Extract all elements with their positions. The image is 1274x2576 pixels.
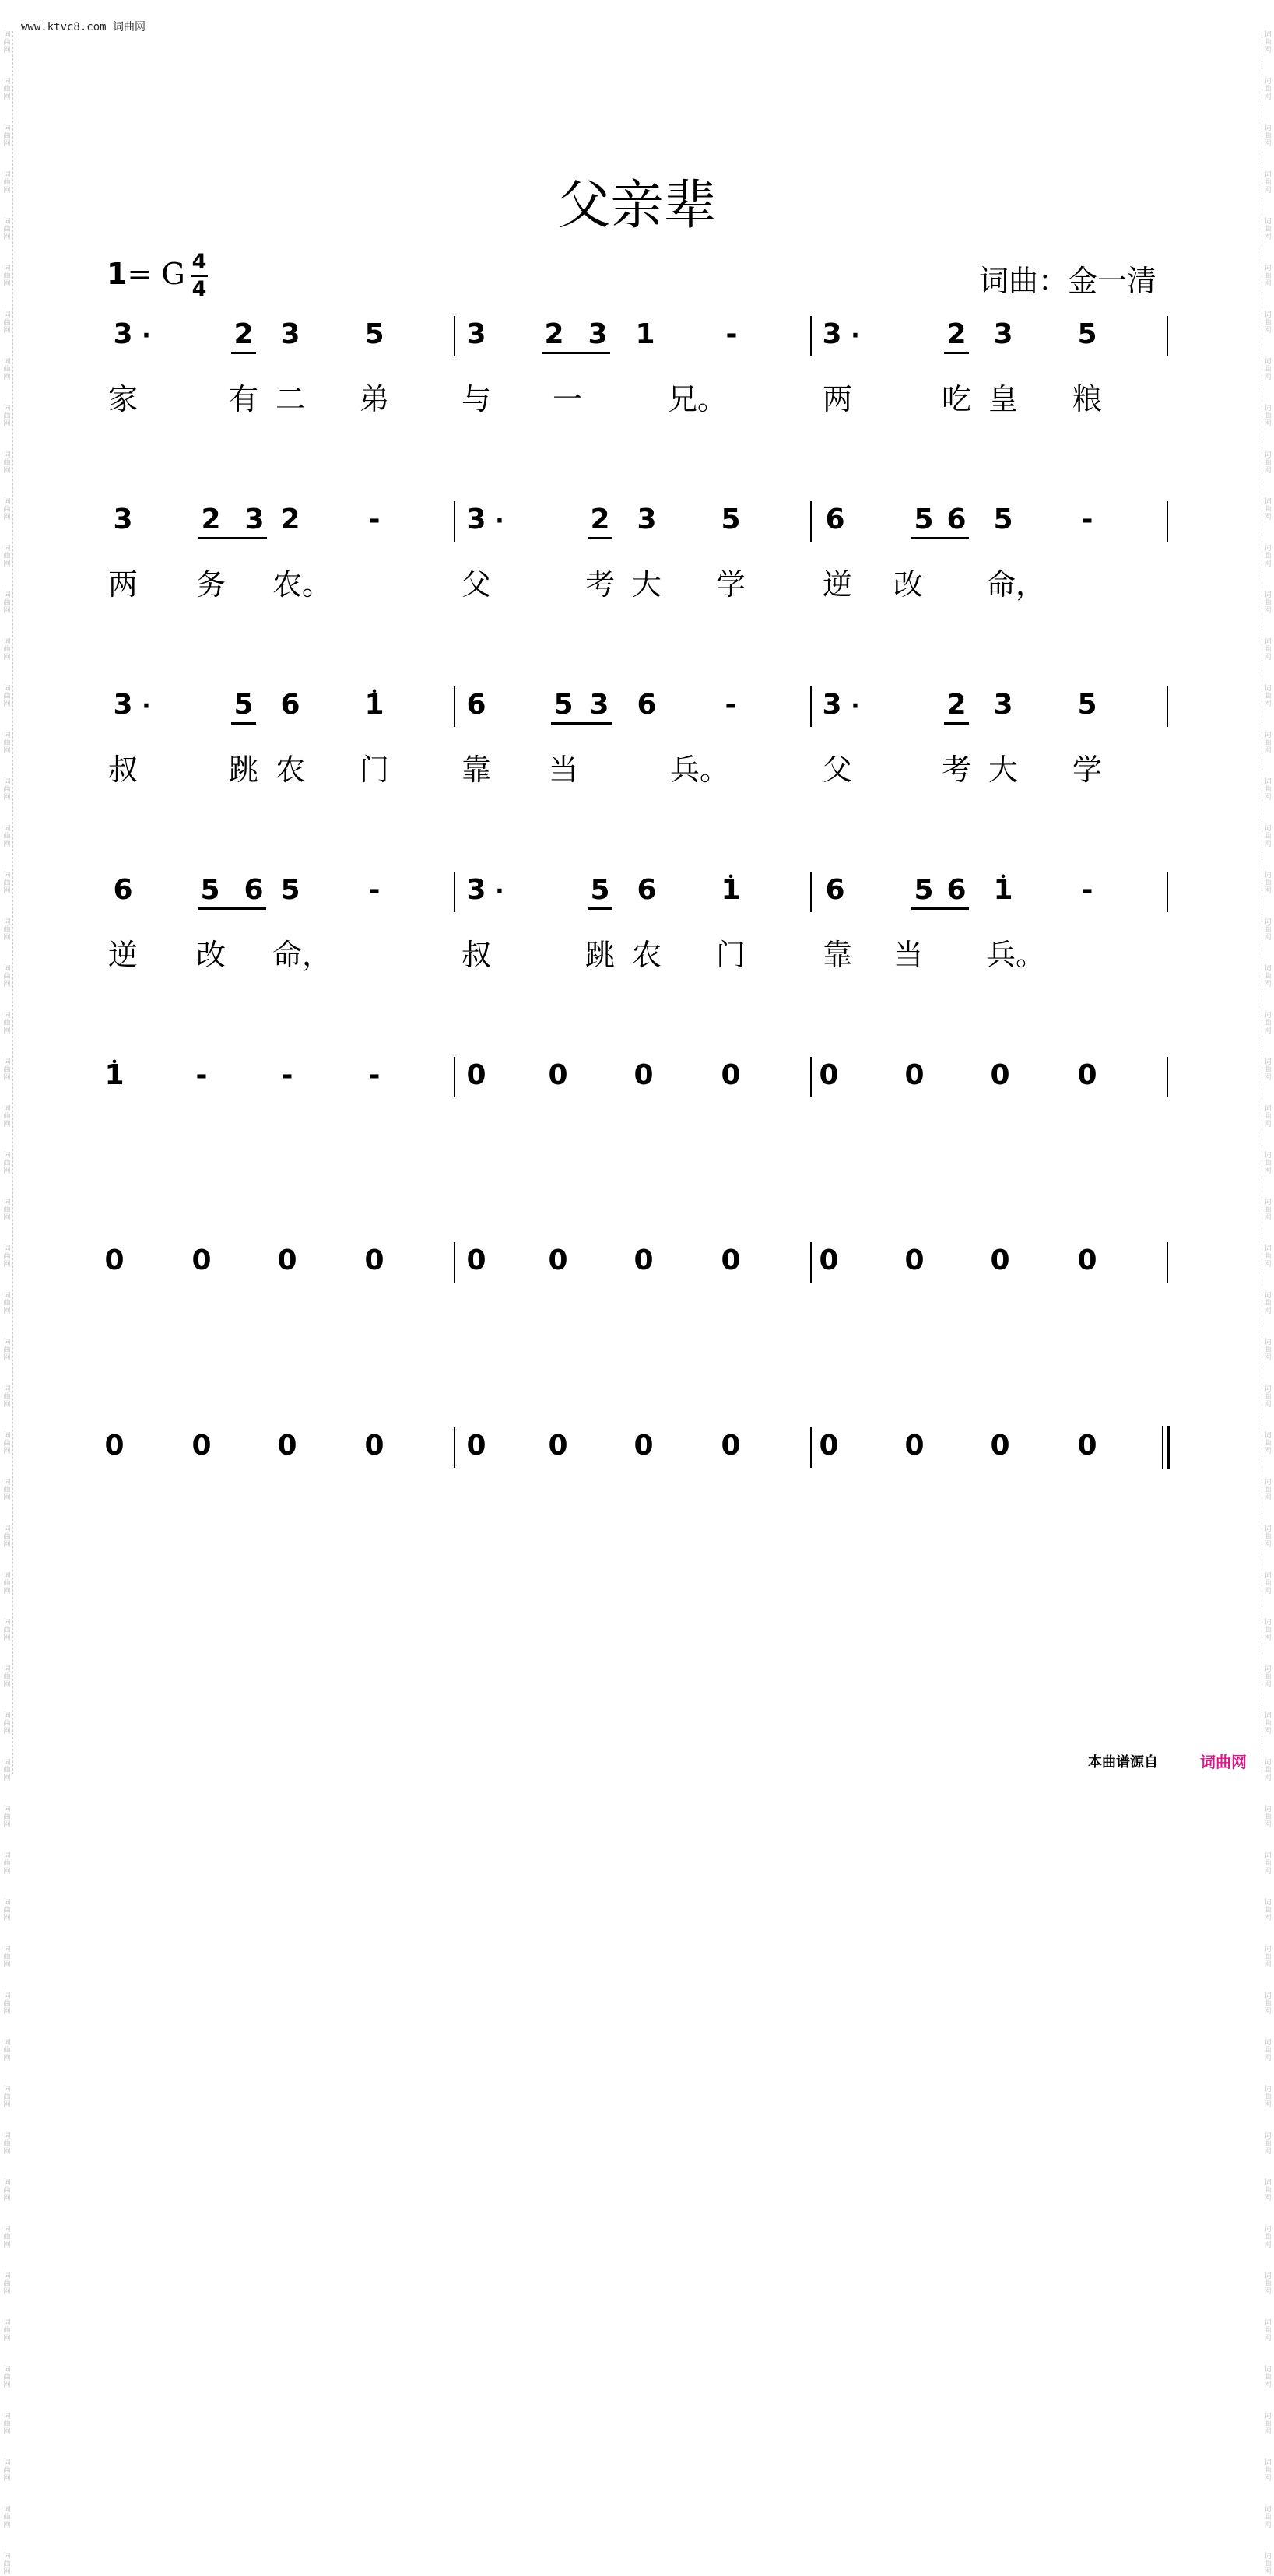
note: 0	[1077, 1059, 1097, 1091]
watermark-glyph: 词曲网	[1264, 405, 1272, 428]
watermark-glyph: 词曲网	[1264, 125, 1272, 148]
note: 5	[721, 504, 741, 535]
barline	[454, 1427, 455, 1468]
note: 3	[637, 504, 657, 535]
watermark-glyph: 词曲网	[3, 1105, 11, 1128]
note: 6	[946, 504, 967, 535]
barline	[454, 872, 455, 912]
note: 1	[635, 318, 655, 350]
footer-source-label: 本曲谱源自	[1088, 1754, 1158, 1771]
watermark-glyph: 词曲网	[3, 1058, 11, 1082]
lyric-syllable: 兵。	[670, 753, 730, 787]
dash-note: -	[368, 504, 381, 535]
note: 0	[1077, 1430, 1097, 1462]
barline	[810, 1427, 812, 1468]
watermark-glyph: 词曲网	[1264, 1899, 1272, 1922]
note: 0	[721, 1430, 741, 1462]
note: 0	[466, 1244, 486, 1276]
note: 2	[233, 318, 254, 350]
watermark-glyph: 词曲网	[3, 1245, 11, 1269]
watermark-glyph: 词曲网	[1264, 1199, 1272, 1222]
note: 3	[822, 689, 842, 721]
watermark-glyph: 词曲网	[1264, 2459, 1272, 2483]
barline	[1167, 1057, 1168, 1097]
lyric-syllable: 家	[107, 382, 138, 416]
lyric-syllable: 当	[893, 938, 923, 972]
beam-underline	[542, 352, 610, 354]
watermark-glyph: 词曲网	[3, 1152, 11, 1175]
lyric-syllable: 考	[584, 567, 615, 602]
note: 0	[104, 1244, 125, 1276]
note: 0	[819, 1059, 839, 1091]
beam-underline	[911, 537, 969, 539]
beam-underline	[588, 907, 612, 910]
barline	[454, 1057, 455, 1097]
lyric-syllable: 跳	[228, 753, 258, 787]
watermark-glyph: 词曲网	[1264, 965, 1272, 988]
key-text: = G	[127, 257, 185, 291]
dash-note: -	[368, 1059, 381, 1091]
lyric-syllable: 学	[1072, 753, 1102, 787]
note: 6	[466, 689, 486, 721]
watermark-glyph: 词曲网	[1264, 1432, 1272, 1455]
note: • 1	[715, 875, 746, 906]
barline	[810, 501, 812, 542]
dash-note: -	[725, 689, 737, 721]
watermark-glyph: 词曲网	[1264, 2413, 1272, 2436]
watermark-glyph: 词曲网	[3, 2132, 11, 2156]
note: 0	[904, 1244, 925, 1276]
watermark-glyph: 词曲网	[1264, 2506, 1272, 2529]
watermark-glyph: 词曲网	[1264, 1105, 1272, 1128]
watermark-glyph: 词曲网	[3, 1385, 11, 1409]
watermark-glyph: 词曲网	[3, 1665, 11, 1689]
beam-underline	[588, 537, 612, 539]
note: 0	[721, 1059, 741, 1091]
watermark-glyph: 词曲网	[3, 498, 11, 521]
watermark-glyph: 词曲网	[3, 685, 11, 708]
watermark-glyph: 词曲网	[1264, 2086, 1272, 2109]
lyric-syllable: 门	[359, 753, 389, 787]
watermark-glyph: 词曲网	[1264, 545, 1272, 568]
watermark-glyph: 词曲网	[3, 1899, 11, 1922]
watermark-glyph: 词曲网	[1264, 1806, 1272, 1829]
watermark-glyph: 词曲网	[1264, 1759, 1272, 1782]
watermark-glyph: 词曲网	[1264, 171, 1272, 195]
note: 0	[104, 1430, 125, 1462]
note: 0	[548, 1059, 568, 1091]
watermark-glyph: 词曲网	[1264, 1946, 1272, 1969]
watermark-glyph: 词曲网	[1264, 1385, 1272, 1409]
barline	[1167, 686, 1168, 727]
lyric-syllable: 改	[893, 567, 923, 602]
key-tonic: 1	[107, 257, 128, 291]
lyric-syllable: 粮	[1072, 382, 1102, 416]
watermark-glyph: 词曲网	[3, 2459, 11, 2483]
lyric-syllable: 命，	[272, 938, 332, 972]
dash-note: -	[725, 318, 738, 350]
final-barline-thick	[1167, 1426, 1170, 1469]
note: 3	[822, 318, 842, 350]
lyric-syllable: 弟	[359, 382, 389, 416]
watermark-glyph: 词曲网	[3, 2506, 11, 2529]
watermark-glyph: 词曲网	[1264, 2179, 1272, 2202]
note: 0	[466, 1430, 486, 1462]
watermark-glyph: 词曲网	[3, 171, 11, 195]
lyric-syllable: 兄。	[668, 382, 728, 416]
watermark-glyph: 词曲网	[3, 545, 11, 568]
watermark-glyph: 词曲网	[3, 2039, 11, 2062]
note: 5	[914, 504, 934, 535]
lyric-syllable: 逆	[107, 938, 138, 972]
footer-logo: 词曲网	[1200, 1753, 1247, 1771]
note: 3	[113, 689, 133, 721]
barline	[454, 1242, 455, 1283]
watermark-glyph: 词曲网	[3, 825, 11, 848]
lyric-syllable: 父	[461, 567, 491, 602]
note: 0	[1077, 1244, 1097, 1276]
time-signature-top: 4	[191, 250, 207, 274]
note: 0	[191, 1244, 212, 1276]
note: 0	[633, 1244, 654, 1276]
watermark-glyph: 词曲网	[1264, 451, 1272, 475]
note: 3	[466, 874, 486, 906]
watermark-glyph: 词曲网	[3, 2226, 11, 2249]
note: 3	[244, 504, 265, 535]
watermark-glyph: 词曲网	[3, 2553, 11, 2576]
lyric-syllable: 兵。	[986, 938, 1046, 972]
beam-underline	[231, 352, 256, 354]
note: 5	[914, 874, 934, 906]
note: 5	[200, 874, 220, 906]
note: 0	[819, 1244, 839, 1276]
note: 5	[553, 689, 574, 721]
watermark-glyph: 词曲网	[3, 1946, 11, 1969]
note: 2	[544, 318, 564, 350]
note: 6	[637, 689, 657, 721]
note: 0	[633, 1059, 654, 1091]
note: 6	[244, 874, 264, 906]
watermark-glyph: 词曲网	[3, 918, 11, 942]
dash-note: -	[195, 1059, 208, 1091]
note: 2	[201, 504, 221, 535]
lyric-syllable: 皇	[988, 382, 1018, 416]
note: 0	[548, 1244, 568, 1276]
watermark-glyph: 词曲网	[1264, 2039, 1272, 2062]
lyric-syllable: 农。	[272, 567, 332, 602]
lyric-syllable: 二	[275, 382, 305, 416]
watermark-glyph: 词曲网	[1264, 311, 1272, 335]
note: 3	[588, 318, 608, 350]
barline	[810, 1057, 812, 1097]
lyric-syllable: 与	[461, 382, 491, 416]
lyric-syllable: 叔	[461, 938, 491, 972]
watermark-glyph: 词曲网	[1264, 1479, 1272, 1502]
lyric-syllable: 农	[631, 938, 662, 972]
note: 5	[233, 689, 254, 721]
note: 6	[946, 874, 967, 906]
note: 3	[589, 689, 609, 721]
augmentation-dot: ·	[495, 878, 504, 905]
lyric-syllable: 两	[822, 382, 852, 416]
watermark-glyph: 词曲网	[3, 872, 11, 895]
watermark-glyph: 词曲网	[3, 778, 11, 802]
watermark-glyph: 词曲网	[1264, 1152, 1272, 1175]
watermark-glyph: 词曲网	[3, 2413, 11, 2436]
note: 6	[637, 874, 657, 906]
note: 6	[825, 874, 845, 906]
watermark-glyph: 词曲网	[1264, 1292, 1272, 1315]
note: 3	[113, 318, 133, 350]
watermark-glyph: 词曲网	[3, 1619, 11, 1642]
note: 0	[904, 1430, 925, 1462]
watermark-glyph: 词曲网	[3, 1852, 11, 1876]
lyric-syllable: 大	[631, 567, 662, 602]
watermark-glyph: 词曲网	[1264, 1992, 1272, 2016]
dash-note: -	[368, 874, 381, 906]
note: 3	[993, 318, 1013, 350]
note: 0	[277, 1430, 297, 1462]
note: 0	[364, 1244, 384, 1276]
barline	[454, 316, 455, 356]
note: 3	[113, 504, 133, 535]
watermark-glyph: 词曲网	[1264, 358, 1272, 381]
lyric-syllable: 命，	[986, 567, 1046, 602]
watermark-glyph: 词曲网	[3, 591, 11, 615]
note: 0	[819, 1430, 839, 1462]
barline	[810, 1242, 812, 1283]
note: 0	[990, 1430, 1010, 1462]
watermark-glyph: 词曲网	[1264, 1665, 1272, 1689]
time-signature-bottom: 4	[191, 277, 207, 301]
watermark-glyph: 词曲网	[3, 638, 11, 662]
site-url: www.ktvc8.com 词曲网	[21, 21, 146, 33]
watermark-glyph: 词曲网	[3, 1012, 11, 1035]
watermark-glyph: 词曲网	[1264, 1525, 1272, 1549]
note: 3	[280, 318, 300, 350]
lyric-syllable: 父	[822, 753, 852, 787]
lyric-syllable: 靠	[822, 938, 852, 972]
watermark-glyph: 词曲网	[1264, 2272, 1272, 2296]
watermark-glyph: 词曲网	[1264, 2132, 1272, 2156]
watermark-glyph: 词曲网	[1264, 591, 1272, 615]
watermark-glyph: 词曲网	[3, 2086, 11, 2109]
note: 0	[191, 1430, 212, 1462]
note: 3	[466, 504, 486, 535]
note: 5	[280, 874, 300, 906]
watermark-glyph: 词曲网	[3, 405, 11, 428]
watermark-glyph: 词曲网	[1264, 732, 1272, 755]
barline	[810, 686, 812, 727]
note: 5	[1077, 689, 1097, 721]
credit: 词曲：金一清	[979, 264, 1157, 298]
barline	[1167, 872, 1168, 912]
watermark-glyph: 词曲网	[3, 1479, 11, 1502]
note: 0	[990, 1059, 1010, 1091]
note: 6	[113, 874, 133, 906]
note: 2	[946, 318, 967, 350]
watermark-glyph: 词曲网	[3, 265, 11, 288]
key-signature	[107, 257, 185, 291]
watermark-glyph: 词曲网	[3, 358, 11, 381]
watermark-strip-left	[2, 31, 13, 2576]
note: • 1	[99, 1060, 130, 1091]
song-title: 父亲辈	[557, 175, 717, 237]
note: • 1	[359, 690, 390, 721]
barline	[454, 686, 455, 727]
watermark-glyph: 词曲网	[3, 965, 11, 988]
watermark-glyph: 词曲网	[1264, 872, 1272, 895]
barline	[454, 501, 455, 542]
note: • 1	[988, 875, 1019, 906]
note: 5	[993, 504, 1013, 535]
note: 0	[466, 1059, 486, 1091]
note: 5	[364, 318, 384, 350]
note: 2	[280, 504, 300, 535]
watermark-glyph: 词曲网	[1264, 1572, 1272, 1595]
watermark-glyph: 词曲网	[3, 1806, 11, 1829]
watermark-glyph: 词曲网	[1264, 498, 1272, 521]
augmentation-dot: ·	[851, 322, 860, 349]
note: 6	[825, 504, 845, 535]
lyric-syllable: 改	[195, 938, 226, 972]
note: 0	[990, 1244, 1010, 1276]
lyric-syllable: 吃	[941, 382, 971, 416]
watermark-glyph: 词曲网	[1264, 78, 1272, 101]
note: 3	[466, 318, 486, 350]
note: 2	[946, 689, 967, 721]
watermark-glyph: 词曲网	[1264, 825, 1272, 848]
watermark-glyph: 词曲网	[1264, 1245, 1272, 1269]
dash-note: -	[1081, 874, 1093, 906]
lyric-syllable: 门	[715, 938, 746, 972]
watermark-glyph: 词曲网	[1264, 2366, 1272, 2389]
note: 0	[904, 1059, 925, 1091]
watermark-glyph: 词曲网	[3, 311, 11, 335]
watermark-glyph: 词曲网	[1264, 1619, 1272, 1642]
lyric-syllable: 务	[195, 567, 226, 602]
note: 5	[590, 874, 610, 906]
watermark-glyph: 词曲网	[3, 1525, 11, 1549]
dash-note: -	[281, 1059, 293, 1091]
note: 6	[280, 689, 300, 721]
lyric-syllable: 有	[228, 382, 258, 416]
beam-underline	[198, 907, 266, 910]
lyric-syllable: 农	[275, 753, 305, 787]
watermark-glyph: 词曲网	[3, 1339, 11, 1362]
final-barline-thin	[1162, 1426, 1163, 1469]
watermark-glyph: 词曲网	[3, 1992, 11, 2016]
dash-note: -	[1081, 504, 1093, 535]
watermark-glyph: 词曲网	[3, 1199, 11, 1222]
beam-underline	[198, 537, 267, 539]
watermark-glyph: 词曲网	[1264, 918, 1272, 942]
watermark-glyph: 词曲网	[3, 2319, 11, 2343]
watermark-glyph: 词曲网	[1264, 265, 1272, 288]
lyric-syllable: 两	[107, 567, 138, 602]
lyric-syllable: 学	[715, 567, 746, 602]
time-signature	[191, 251, 208, 301]
watermark-glyph: 词曲网	[1264, 2553, 1272, 2576]
barline	[810, 316, 812, 356]
watermark-glyph: 词曲网	[1264, 1012, 1272, 1035]
note: 2	[590, 504, 610, 535]
beam-underline	[944, 722, 969, 725]
lyric-syllable: 考	[941, 753, 971, 787]
watermark-glyph: 词曲网	[1264, 685, 1272, 708]
lyric-syllable: 一	[552, 382, 582, 416]
watermark-glyph: 词曲网	[3, 1759, 11, 1782]
augmentation-dot: ·	[142, 693, 151, 720]
watermark-glyph: 词曲网	[3, 2179, 11, 2202]
note: 0	[364, 1430, 384, 1462]
watermark-glyph: 词曲网	[1264, 1339, 1272, 1362]
note: 5	[1077, 318, 1097, 350]
note: 0	[277, 1244, 297, 1276]
lyric-syllable: 叔	[107, 753, 138, 787]
lyric-syllable: 跳	[584, 938, 615, 972]
watermark-glyph: 词曲网	[3, 218, 11, 241]
watermark-glyph: 词曲网	[3, 451, 11, 475]
watermark-glyph: 词曲网	[3, 732, 11, 755]
note: 0	[721, 1244, 741, 1276]
lyric-syllable: 当	[548, 753, 578, 787]
barline	[1167, 501, 1168, 542]
watermark-glyph: 词曲网	[1264, 2319, 1272, 2343]
watermark-glyph: 词曲网	[1264, 778, 1272, 802]
augmentation-dot: ·	[142, 322, 151, 349]
watermark-glyph: 词曲网	[3, 1712, 11, 1735]
beam-underline	[231, 722, 256, 725]
lyric-syllable: 逆	[822, 567, 852, 602]
beam-underline	[911, 907, 969, 910]
watermark-glyph: 词曲网	[1264, 218, 1272, 241]
watermark-glyph: 词曲网	[3, 2272, 11, 2296]
augmentation-dot: ·	[851, 693, 860, 720]
beam-underline	[944, 352, 969, 354]
watermark-glyph: 词曲网	[3, 1572, 11, 1595]
watermark-glyph: 词曲网	[1264, 31, 1272, 54]
note: 0	[633, 1430, 654, 1462]
watermark-glyph: 词曲网	[3, 78, 11, 101]
lyric-syllable: 靠	[461, 753, 491, 787]
watermark-glyph: 词曲网	[3, 1432, 11, 1455]
watermark-glyph: 词曲网	[1264, 2226, 1272, 2249]
watermark-glyph: 词曲网	[1264, 1712, 1272, 1735]
note: 3	[993, 689, 1013, 721]
watermark-glyph: 词曲网	[1264, 1852, 1272, 1876]
watermark-glyph: 词曲网	[1264, 1058, 1272, 1082]
barline	[810, 872, 812, 912]
augmentation-dot: ·	[495, 507, 504, 535]
watermark-glyph: 词曲网	[1264, 638, 1272, 662]
beam-underline	[551, 722, 612, 725]
watermark-glyph: 词曲网	[3, 125, 11, 148]
lyric-syllable: 大	[988, 753, 1018, 787]
watermark-glyph: 词曲网	[3, 31, 11, 54]
watermark-glyph: 词曲网	[3, 2366, 11, 2389]
note: 0	[548, 1430, 568, 1462]
barline	[1167, 316, 1168, 356]
watermark-glyph: 词曲网	[3, 1292, 11, 1315]
barline	[1167, 1242, 1168, 1283]
watermark-strip-right	[1262, 31, 1273, 2576]
